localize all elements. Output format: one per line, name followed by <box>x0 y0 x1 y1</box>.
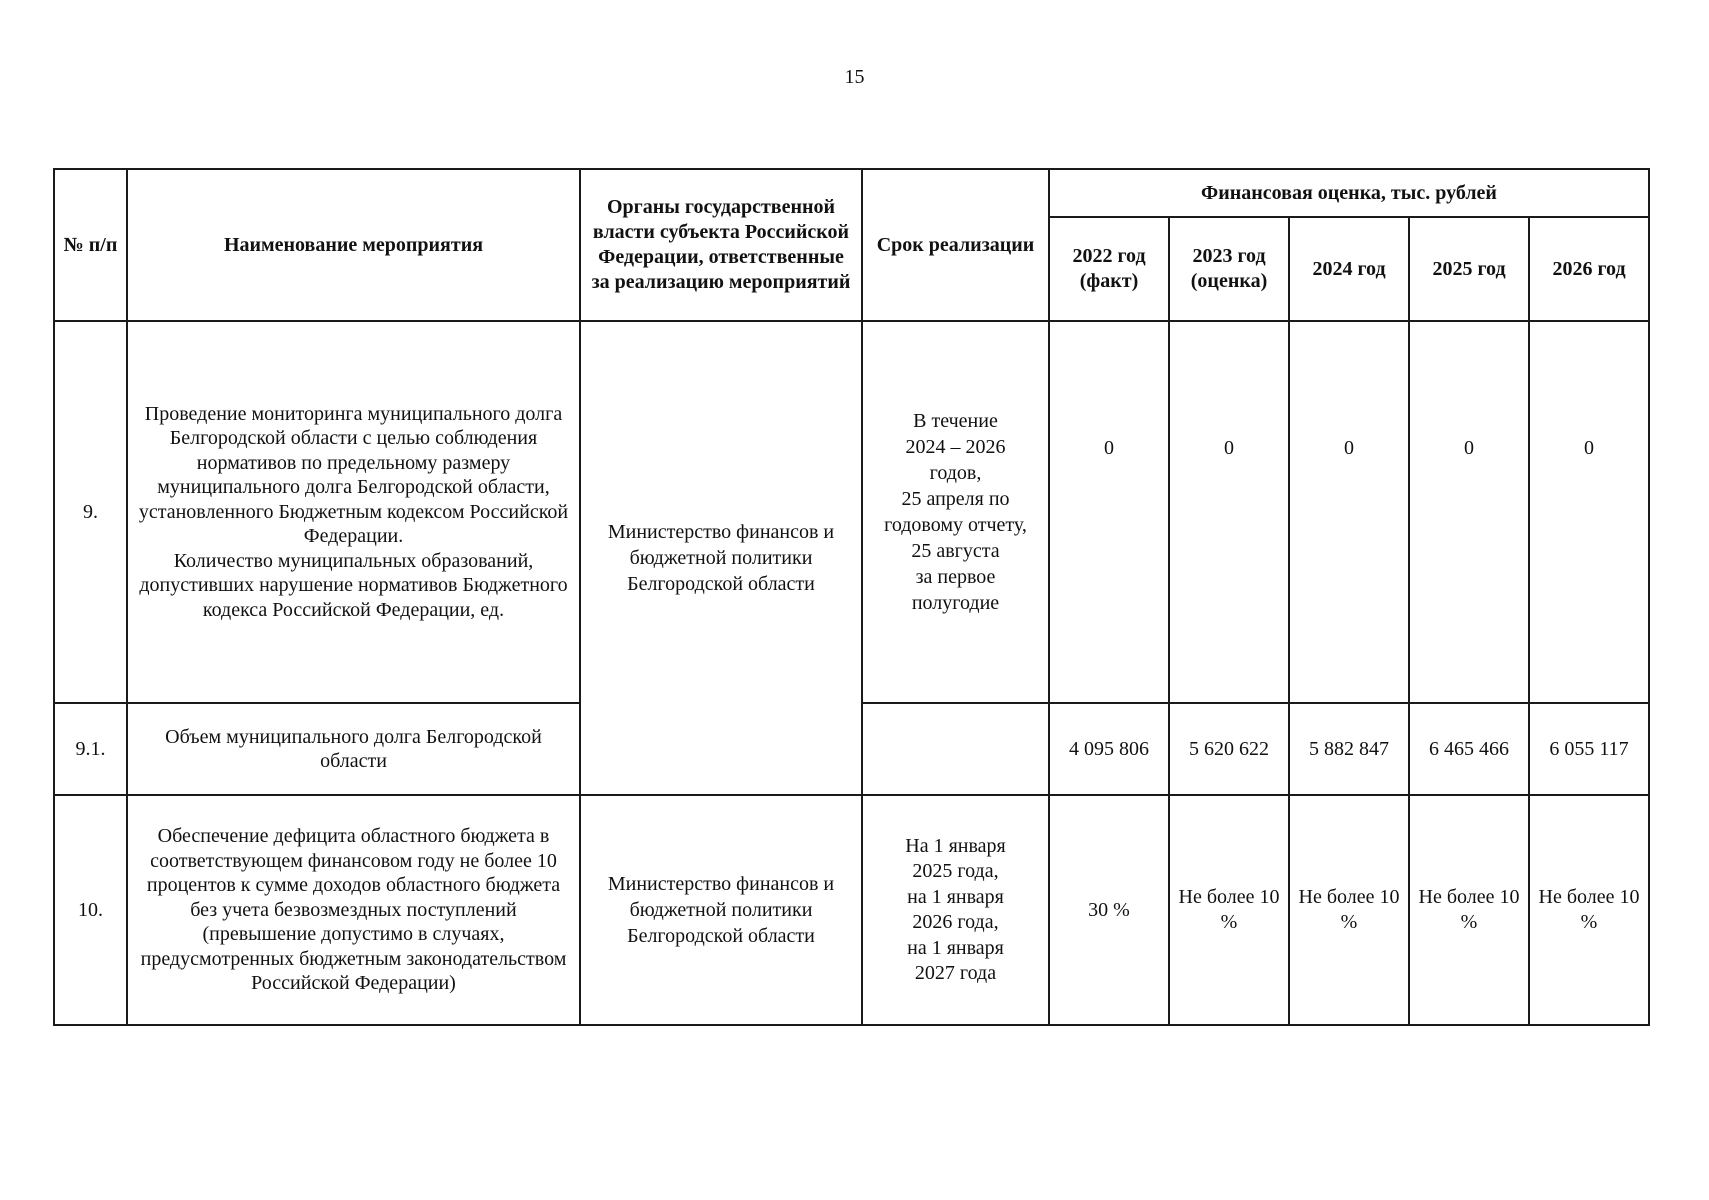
row-organ: Министерство финансов и бюджетной политики Белгородской области <box>580 321 862 795</box>
value-2025: 0 <box>1409 321 1529 703</box>
header-num: № п/п <box>54 169 127 321</box>
row-term <box>862 795 1049 1025</box>
header-year-2025: 2025 год <box>1409 217 1529 321</box>
row-name: Обеспечение дефицита областного бюджета в соответствующем финансовом году не более 10 процентов к сумме доходов областного бюджета без учета безвозмездных поступлений (превышение допустимо в случаях, предусмотренных бюджетным законодательством Российской Федерации) <box>127 795 580 1025</box>
value-2022: 0 <box>1049 321 1169 703</box>
value-2022: 4 095 806 <box>1049 703 1169 795</box>
value-2026: 0 <box>1529 321 1649 703</box>
term-line: годовому отчету, <box>884 514 1027 536</box>
header-organs: Органы государственной власти субъекта Российской Федерации, ответственные за реализацию мероприятий <box>580 169 862 321</box>
term-line: годов, <box>929 462 982 484</box>
value-2026: Не более 10 % <box>1529 795 1649 1025</box>
value-2023: Не более 10 % <box>1169 795 1289 1025</box>
row-name-part: Проведение мониторинга муниципального долга Белгородской области с целью соблюдения нормативов по предельному размеру муниципального долга Белгородской области, установленного Бюджетным кодексом Российской Федерации. <box>138 402 569 548</box>
term-line: 2025 года, <box>912 860 999 882</box>
row-term <box>862 703 1049 795</box>
term-line: 25 августа <box>911 540 1000 562</box>
header-year-2024: 2024 год <box>1289 217 1409 321</box>
term-line: 2024 – 2026 <box>905 436 1006 458</box>
header-finance: Финансовая оценка, тыс. рублей <box>1049 169 1649 217</box>
header-year-2022: 2022 год (факт) <box>1049 217 1169 321</box>
term-line: за первое <box>915 566 996 588</box>
table-row <box>54 795 1649 1025</box>
term-line: 2026 года, <box>912 911 999 933</box>
value-2026: 6 055 117 <box>1529 703 1649 795</box>
value-2022: 30 % <box>1049 795 1169 1025</box>
value-2024: 5 882 847 <box>1289 703 1409 795</box>
term-line: на 1 января <box>907 936 1004 959</box>
row-num: 9.1. <box>54 703 127 795</box>
value-2025: Не более 10 % <box>1409 795 1529 1025</box>
value-2025: 6 465 466 <box>1409 703 1529 795</box>
term-line: 25 апреля по <box>901 488 1010 510</box>
term-line: 2027 года <box>914 962 997 984</box>
term-line: В течение <box>913 410 998 432</box>
row-name <box>127 321 580 703</box>
header-term: Срок реализации <box>862 169 1049 321</box>
header-year-2026: 2026 год <box>1529 217 1649 321</box>
header-year-2023: 2023 год (оценка) <box>1169 217 1289 321</box>
header-name: Наименование мероприятия <box>127 169 580 321</box>
value-2023: 5 620 622 <box>1169 703 1289 795</box>
measures-table <box>53 168 1650 1026</box>
row-num: 10. <box>54 795 127 1025</box>
value-2023: 0 <box>1169 321 1289 703</box>
value-2024: Не более 10 % <box>1289 795 1409 1025</box>
row-organ: Министерство финансов и бюджетной политики Белгородской области <box>580 795 862 1025</box>
row-name: Объем муниципального долга Белгородской области <box>127 703 580 795</box>
page-number: 15 <box>844 66 865 88</box>
term-line: полугодие <box>911 592 1000 614</box>
term-line: На 1 января <box>905 834 1006 857</box>
row-term <box>862 321 1049 703</box>
value-2024: 0 <box>1289 321 1409 703</box>
table-row <box>54 321 1649 703</box>
row-name-part: Количество муниципальных образований, допустивших нарушение нормативов Бюджетного кодекса Российской Федерации, ед. <box>139 549 568 621</box>
row-num: 9. <box>54 321 127 703</box>
term-line: на 1 января <box>907 885 1004 908</box>
